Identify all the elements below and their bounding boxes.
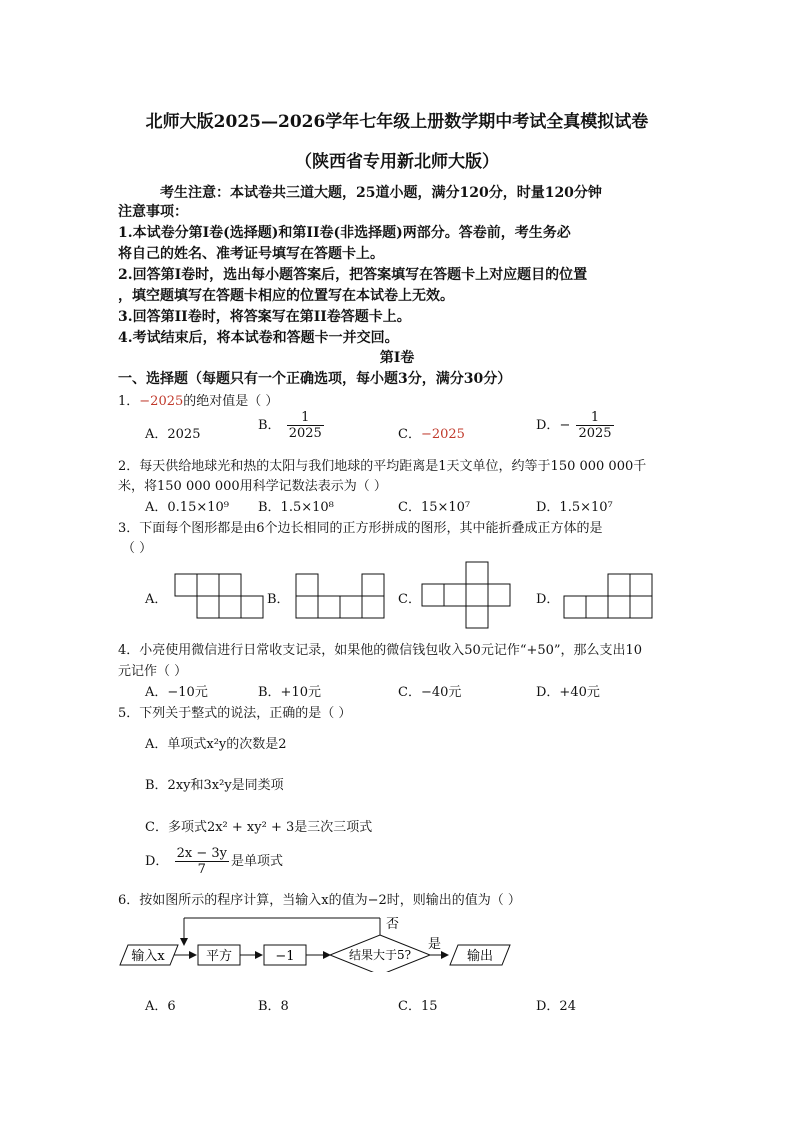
exam-notice: 考生注意：本试卷共三道大题，25道小题，满分120分，时量120分钟 xyxy=(160,185,602,201)
net-figure-b xyxy=(295,573,385,619)
q1-highlight: −2025 xyxy=(139,394,184,409)
q4-option-d: D．+40元 xyxy=(536,685,600,700)
question-2-line1: 2．每天供给地球光和热的太阳与我们地球的平均距离是1天文单位，约等于150 000 000千 xyxy=(118,459,647,474)
question-4-line2: 元记作（ ） xyxy=(118,664,188,679)
q2-option-d: D．1.5×10⁷ xyxy=(536,500,613,515)
q2-option-c: C．15×10⁷ xyxy=(398,500,471,515)
flow-no-label: 否 xyxy=(386,917,400,932)
instruction-line: 将自己的姓名、准考证号填写在答题卡上。 xyxy=(118,246,384,262)
net-figure-a xyxy=(174,573,264,619)
q6-option-a: A．6 xyxy=(145,999,176,1014)
q6-option-c: C．15 xyxy=(398,999,438,1014)
net-figure-c xyxy=(421,561,513,631)
q6-option-d: D．24 xyxy=(536,999,576,1014)
fraction: $\frac{2x - 3y}{7}$ xyxy=(176,846,227,877)
instruction-line: 3.回答第II卷时，将答案写在第II卷答题卡上。 xyxy=(118,309,411,325)
instruction-line: 4.考试结束后，将本试卷和答题卡一并交回。 xyxy=(118,330,399,346)
q5-option-d: D． $\frac{2x - 3y}{7}$ 是单项式 xyxy=(145,846,283,877)
net-figure-d xyxy=(563,573,655,619)
q4-option-a: A．−10元 xyxy=(145,685,208,700)
flow-input-label: 输入x xyxy=(131,949,165,964)
question-4-line1: 4．小亮使用微信进行日常收支记录，如果他的微信钱包收入50元记作“+50”，那么支出10 xyxy=(118,643,643,658)
q1-option-d: D．− $\frac{1}{2025}$ xyxy=(536,410,612,441)
instruction-line: ，填空题填写在答题卡相应的位置写在本试卷上无效。 xyxy=(118,288,454,304)
fraction: $\frac{1}{2025}$ xyxy=(288,410,322,441)
q2-option-b: B．1.5×10⁸ xyxy=(258,500,334,515)
q5-option-b: B．2xy和3x²y是同类项 xyxy=(145,778,284,793)
q4-option-c: C．−40元 xyxy=(398,685,462,700)
q1-option-a: A．2025 xyxy=(145,427,201,442)
question-5: 5．下列关于整式的说法，正确的是（ ） xyxy=(118,706,352,721)
flow-square-label: 平方 xyxy=(205,949,233,964)
q3-option-c: C． xyxy=(398,592,421,607)
exam-title: 北师大版2025—2026学年七年级上册数学期中考试全真模拟试卷 xyxy=(145,112,649,132)
q3-option-d: D． xyxy=(536,592,560,607)
flow-output-label: 输出 xyxy=(466,949,494,964)
program-flowchart xyxy=(118,910,518,972)
volume-label: 第Ⅰ卷 xyxy=(379,350,415,366)
q1-option-c: C．−2025 xyxy=(398,427,465,442)
question-3-line2: （ ） xyxy=(122,541,153,556)
question-2-line2: 米，将150 000 000用科学记数法表示为（ ） xyxy=(118,479,387,494)
instruction-line: 2.回答第Ⅰ卷时，选出每小题答案后，把答案填写在答题卡上对应题目的位置 xyxy=(118,267,588,283)
fraction: $\frac{1}{2025}$ xyxy=(578,410,612,441)
q6-option-b: B．8 xyxy=(258,999,289,1014)
question-6: 6．按如图所示的程序计算，当输入x的值为−2时，则输出的值为（ ） xyxy=(118,893,521,908)
question-1: 1．−2025的绝对值是（ ） xyxy=(118,394,279,409)
q5-option-a: A．单项式x²y的次数是2 xyxy=(145,737,287,752)
flow-yes-label: 是 xyxy=(428,937,442,952)
q1-option-b: B． $\frac{1}{2025}$ xyxy=(258,410,322,441)
q5-option-c: C．多项式2x² + xy² + 3是三次三项式 xyxy=(145,820,373,835)
q4-option-b: B．+10元 xyxy=(258,685,321,700)
section-heading: 一、选择题（每题只有一个正确选项，每小题3分，满分30分） xyxy=(118,371,512,387)
question-3-line1: 3．下面每个图形都是由6个边长相同的正方形拼成的图形，其中能折叠成正方体的是 xyxy=(118,521,603,536)
flow-decision-label: 结果大于5? xyxy=(348,948,412,962)
instructions-heading: 注意事项： xyxy=(118,204,188,220)
q3-option-b: B． xyxy=(267,592,290,607)
flow-minus-label: −1 xyxy=(275,949,295,964)
instruction-line: 1.本试卷分第Ⅰ卷(选择题)和第II卷(非选择题)两部分。答卷前，考生务必 xyxy=(118,225,571,241)
q2-option-a: A．0.15×10⁹ xyxy=(145,500,229,515)
exam-subtitle: （陕西省专用新北师大版） xyxy=(295,152,499,172)
q3-option-a: A． xyxy=(145,592,168,607)
